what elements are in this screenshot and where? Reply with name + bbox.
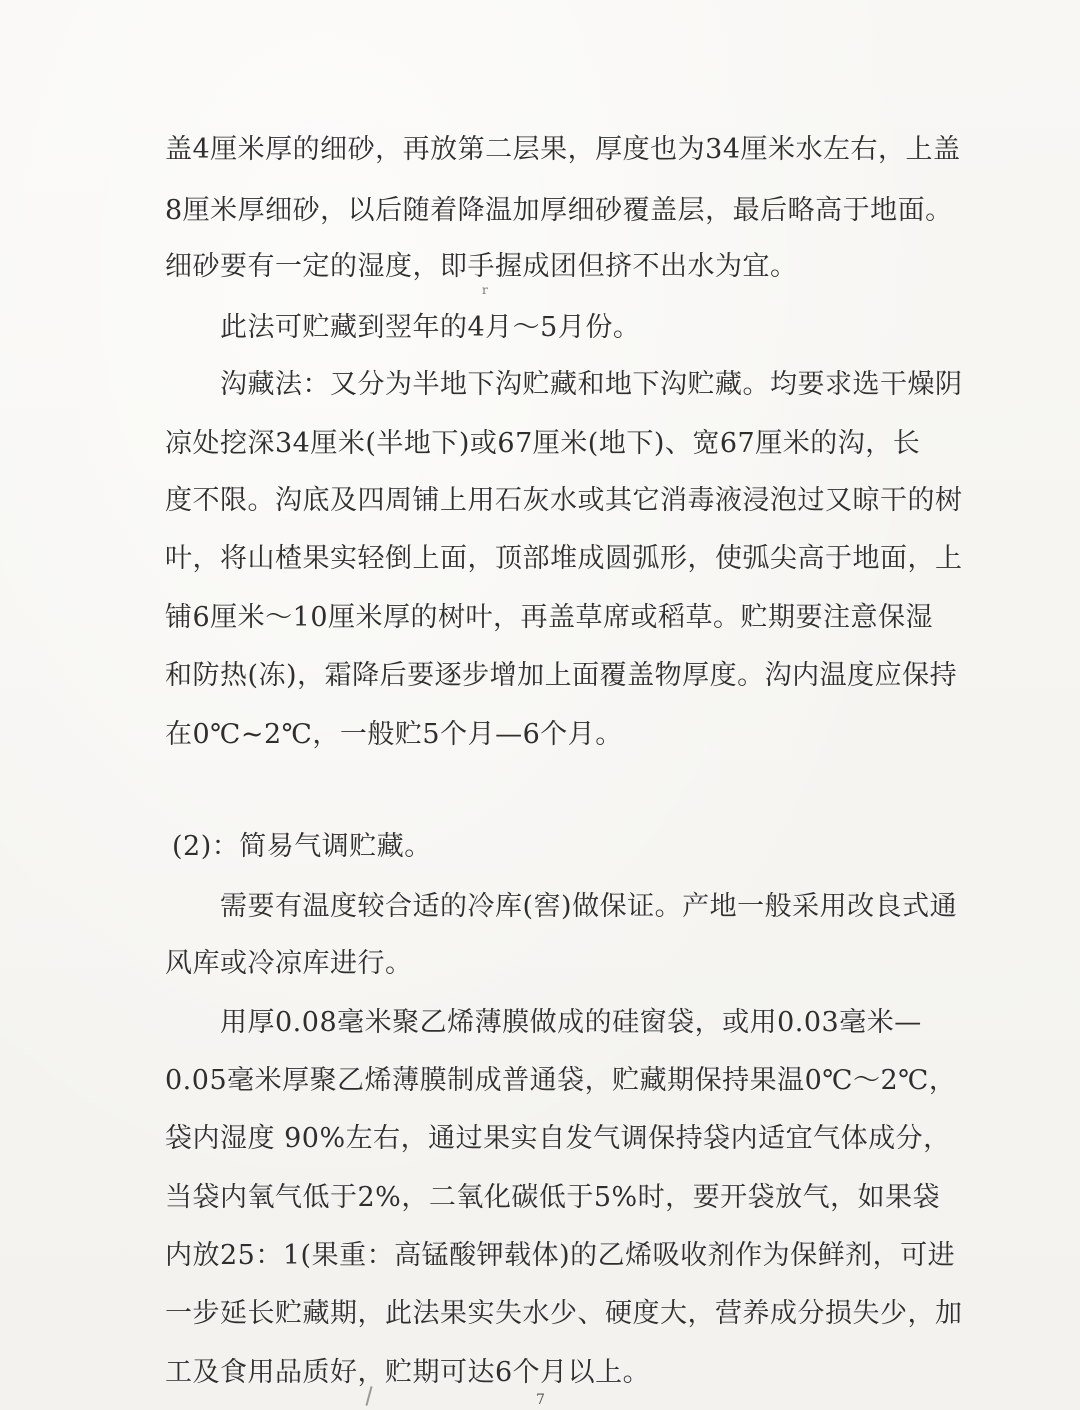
- text-line: 当袋内氧气低于2%，二氧化碳低于5%时，要开袋放气，如果袋: [165, 1182, 941, 1213]
- text-line: 0.05毫米厚聚乙烯薄膜制成普通袋，贮藏期保持果温0℃～2℃，: [165, 1065, 957, 1096]
- text-line: 需要有温度较合适的冷库(窖)做保证。产地一般采用改良式通: [220, 891, 958, 922]
- page-number: 7: [536, 1392, 545, 1408]
- text-line: 和防热(冻)，霜降后要逐步增加上面覆盖物厚度。沟内温度应保持: [165, 660, 958, 691]
- text-line: 凉处挖深34厘米(半地下)或67厘米(地下)、宽67厘米的沟，长: [165, 428, 921, 459]
- text-line: 袋内湿度 90%左右，通过果实自发气调保持袋内适宜气体成分，: [165, 1123, 951, 1154]
- text-line: 度不限。沟底及四周铺上用石灰水或其它消毒液浸泡过又晾干的树: [165, 485, 963, 516]
- text-line: 此法可贮藏到翌年的4月～5月份。: [220, 312, 641, 343]
- stray-mark: r: [482, 283, 488, 297]
- text-line: 沟藏法：又分为半地下沟贮藏和地下沟贮藏。均要求选干燥阴: [220, 369, 963, 400]
- text-line: 细砂要有一定的湿度，即手握成团但挤不出水为宜。: [165, 251, 798, 282]
- text-line: 在0℃~2℃，一般贮5个月—6个月。: [165, 719, 623, 750]
- section-heading: (2)：简易气调贮藏。: [172, 831, 432, 862]
- text-line: 叶，将山楂果实轻倒上面，顶部堆成圆弧形，使弧尖高于地面，上: [165, 543, 963, 574]
- text-line: 用厚0.08毫米聚乙烯薄膜做成的硅窗袋，或用0.03毫米—: [220, 1007, 922, 1038]
- text-line: 一步延长贮藏期，此法果实失水少、硬度大，营养成分损失少，加: [165, 1298, 963, 1329]
- text-line: 8厘米厚细砂，以后随着降温加厚细砂覆盖层，最后略高于地面。: [165, 195, 953, 226]
- text-line: 铺6厘米～10厘米厚的树叶，再盖草席或稻草。贮期要注意保湿: [165, 602, 934, 633]
- text-line: 内放25：1(果重：高锰酸钾载体)的乙烯吸收剂作为保鲜剂，可进: [165, 1240, 956, 1271]
- text-line: 工及食用品质好，贮期可达6个月以上。: [165, 1357, 651, 1388]
- text-line: 盖4厘米厚的细砂，再放第二层果，厚度也为34厘米水左右，上盖: [165, 134, 961, 165]
- text-line: 风库或冷凉库进行。: [165, 948, 413, 979]
